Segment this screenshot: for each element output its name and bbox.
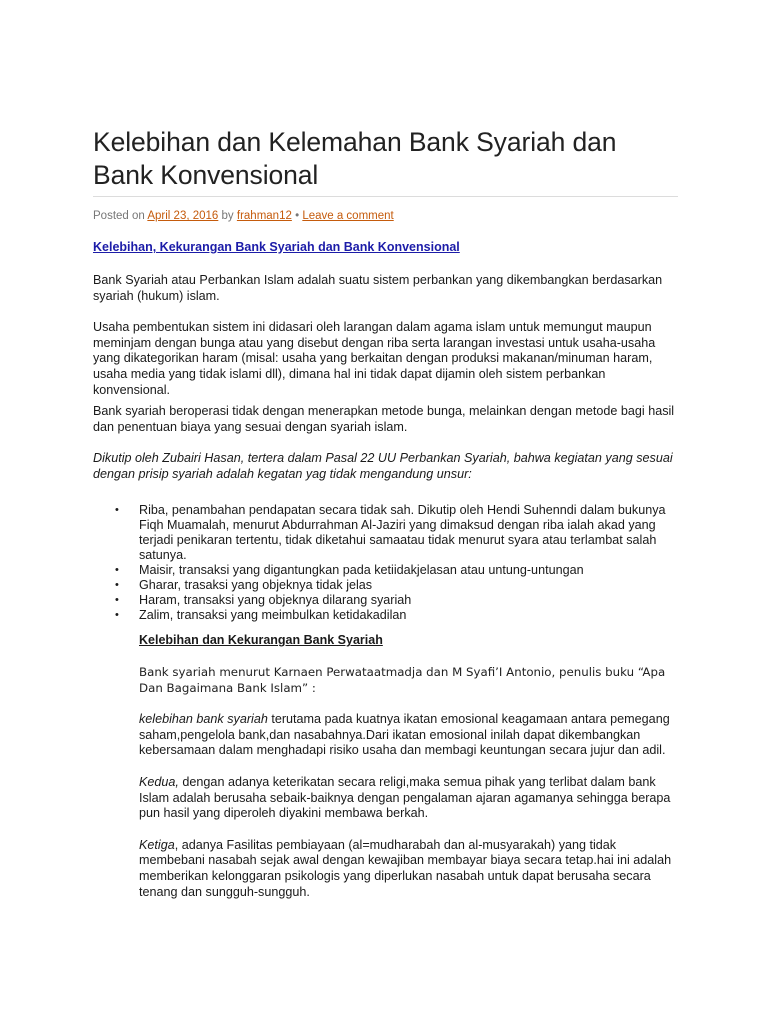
by-label: by (221, 210, 234, 222)
posted-on-label: Posted on (93, 210, 145, 222)
post-meta (93, 209, 678, 223)
quote-intro: Bank syariah menurut Karnaen Perwataatmadja dan M Syafi’I Antonio, penulis buku “Apa Dan Bagaimana Bank Islam” : (139, 665, 666, 696)
list-item (93, 563, 678, 578)
point-lead: Ketiga (139, 837, 175, 852)
paragraph-definition: Bank Syariah atau Perbankan Islam adalah suatu sistem perbankan yang dikembangkan berdasarkan syariah (hukum) islam. (93, 273, 663, 303)
list-item-text: Zalim, transaksi yang meimbulkan ketidakadilan (139, 608, 407, 623)
list-item (93, 593, 678, 608)
point-lead: Kedua, (139, 775, 179, 790)
point-first (139, 712, 678, 759)
point-text: dengan adanya keterikatan secara religi,maka semua pihak yang terlibat dalam bank Islam adalah berusaha sebaik-baiknya dengan pengalaman ajaran agamanya sehingga berapa pun hasil yang diperoleh diyakini membawa berkah. (139, 775, 671, 821)
post-date-link[interactable]: April 23, 2016 (147, 210, 219, 222)
meta-separator: • (295, 210, 300, 222)
list-item (93, 503, 678, 563)
list-item (93, 608, 678, 623)
paragraph-quote: Dikutip oleh Zubairi Hasan, tertera dalam Pasal 22 UU Perbankan Syariah, bahwa kegiatan yang sesuai dengan prisip syariah adalah kegatan yag tidak mengandung unsur: (93, 451, 673, 481)
list-item-text: Haram, transaksi yang objeknya dilarang syariah (139, 593, 412, 608)
point-second (139, 775, 678, 822)
leave-comment-link[interactable]: Leave a comment (302, 210, 394, 222)
point-lead: kelebihan bank syariah (139, 712, 268, 727)
subheading (93, 240, 678, 255)
paragraph-operation: Bank syariah beroperasi tidak dengan menerapkan metode bunga, melainkan dengan metode bagi hasil dan penentuan biaya yang sesuai dengan syariah islam. (93, 404, 675, 434)
point-text: , adanya Fasilitas pembiayaan (al=mudharabah dan al-musyarakah) yang tidak membebani nasabah sejak awal dengan kewajiban membayar biaya secara tetap.hai ini adalah memberikan kelonggaran psikologis yang diperlukan nasabah untuk dapat berusaha secara tenang dan sungguh-sungguh. (139, 837, 672, 899)
bullet-icon: • (115, 563, 119, 576)
page-title: Kelebihan dan Kelemahan Bank Syariah dan Bank Konvensional (93, 126, 678, 197)
point-text: terutama pada kuatnya ikatan emosional keagamaan antara pemegang saham,pengelola bank,dan nasabahnya.Dari ikatan emosional inilah dapat dikembangkan kebersamaan dalam menghadapi risiko usaha dan membagi keuntungan secara jujur dan adil. (139, 712, 670, 758)
bullet-icon: • (115, 579, 119, 591)
point-third (139, 838, 678, 900)
section-heading: Kelebihan dan Kekurangan Bank Syariah (139, 633, 383, 648)
bullet-icon: • (115, 594, 119, 607)
author-link[interactable]: frahman12 (236, 210, 292, 222)
list-item (93, 578, 678, 593)
subheading-link[interactable]: Kelebihan, Kekurangan Bank Syariah dan Bank Konvensional (93, 240, 460, 254)
paragraph-background: Usaha pembentukan sistem ini didasari oleh larangan dalam agama islam untuk memungut maupun meminjam dengan bunga atau yang disebut dengan riba serta larangan investasi untuk usaha-usaha yang dikategorikan haram (misal: usaha yang berkaitan dengan produksi makanan/minuman haram, usaha media yang tidak islami dll), dimana hal ini tidak dapat dijamin oleh sistem perbankan konvensional. (93, 320, 656, 397)
list-item-text: Riba, penambahan pendapatan secara tidak sah. Dikutip oleh Hendi Suhenndi dalam bukunya Fiqh Muamalah, menurut Abdurrahman Al-Jaziri yang dimaksud dengan riba ialah akad yang terjadi penikaran tertentu, tidak diketahui samaatau tidak menurut syara atau terlambat salah satunya. (139, 502, 666, 562)
list-item-text: Gharar, trasaksi yang objeknya tidak jelas (139, 578, 373, 592)
unsur-list (93, 503, 678, 624)
list-item-text: Maisir, transaksi yang digantungkan pada ketiidakjelasan atau untung-untungan (139, 562, 584, 577)
bullet-icon: • (115, 503, 119, 516)
bullet-icon: • (115, 609, 119, 622)
section-body (139, 633, 678, 900)
article (93, 126, 678, 900)
